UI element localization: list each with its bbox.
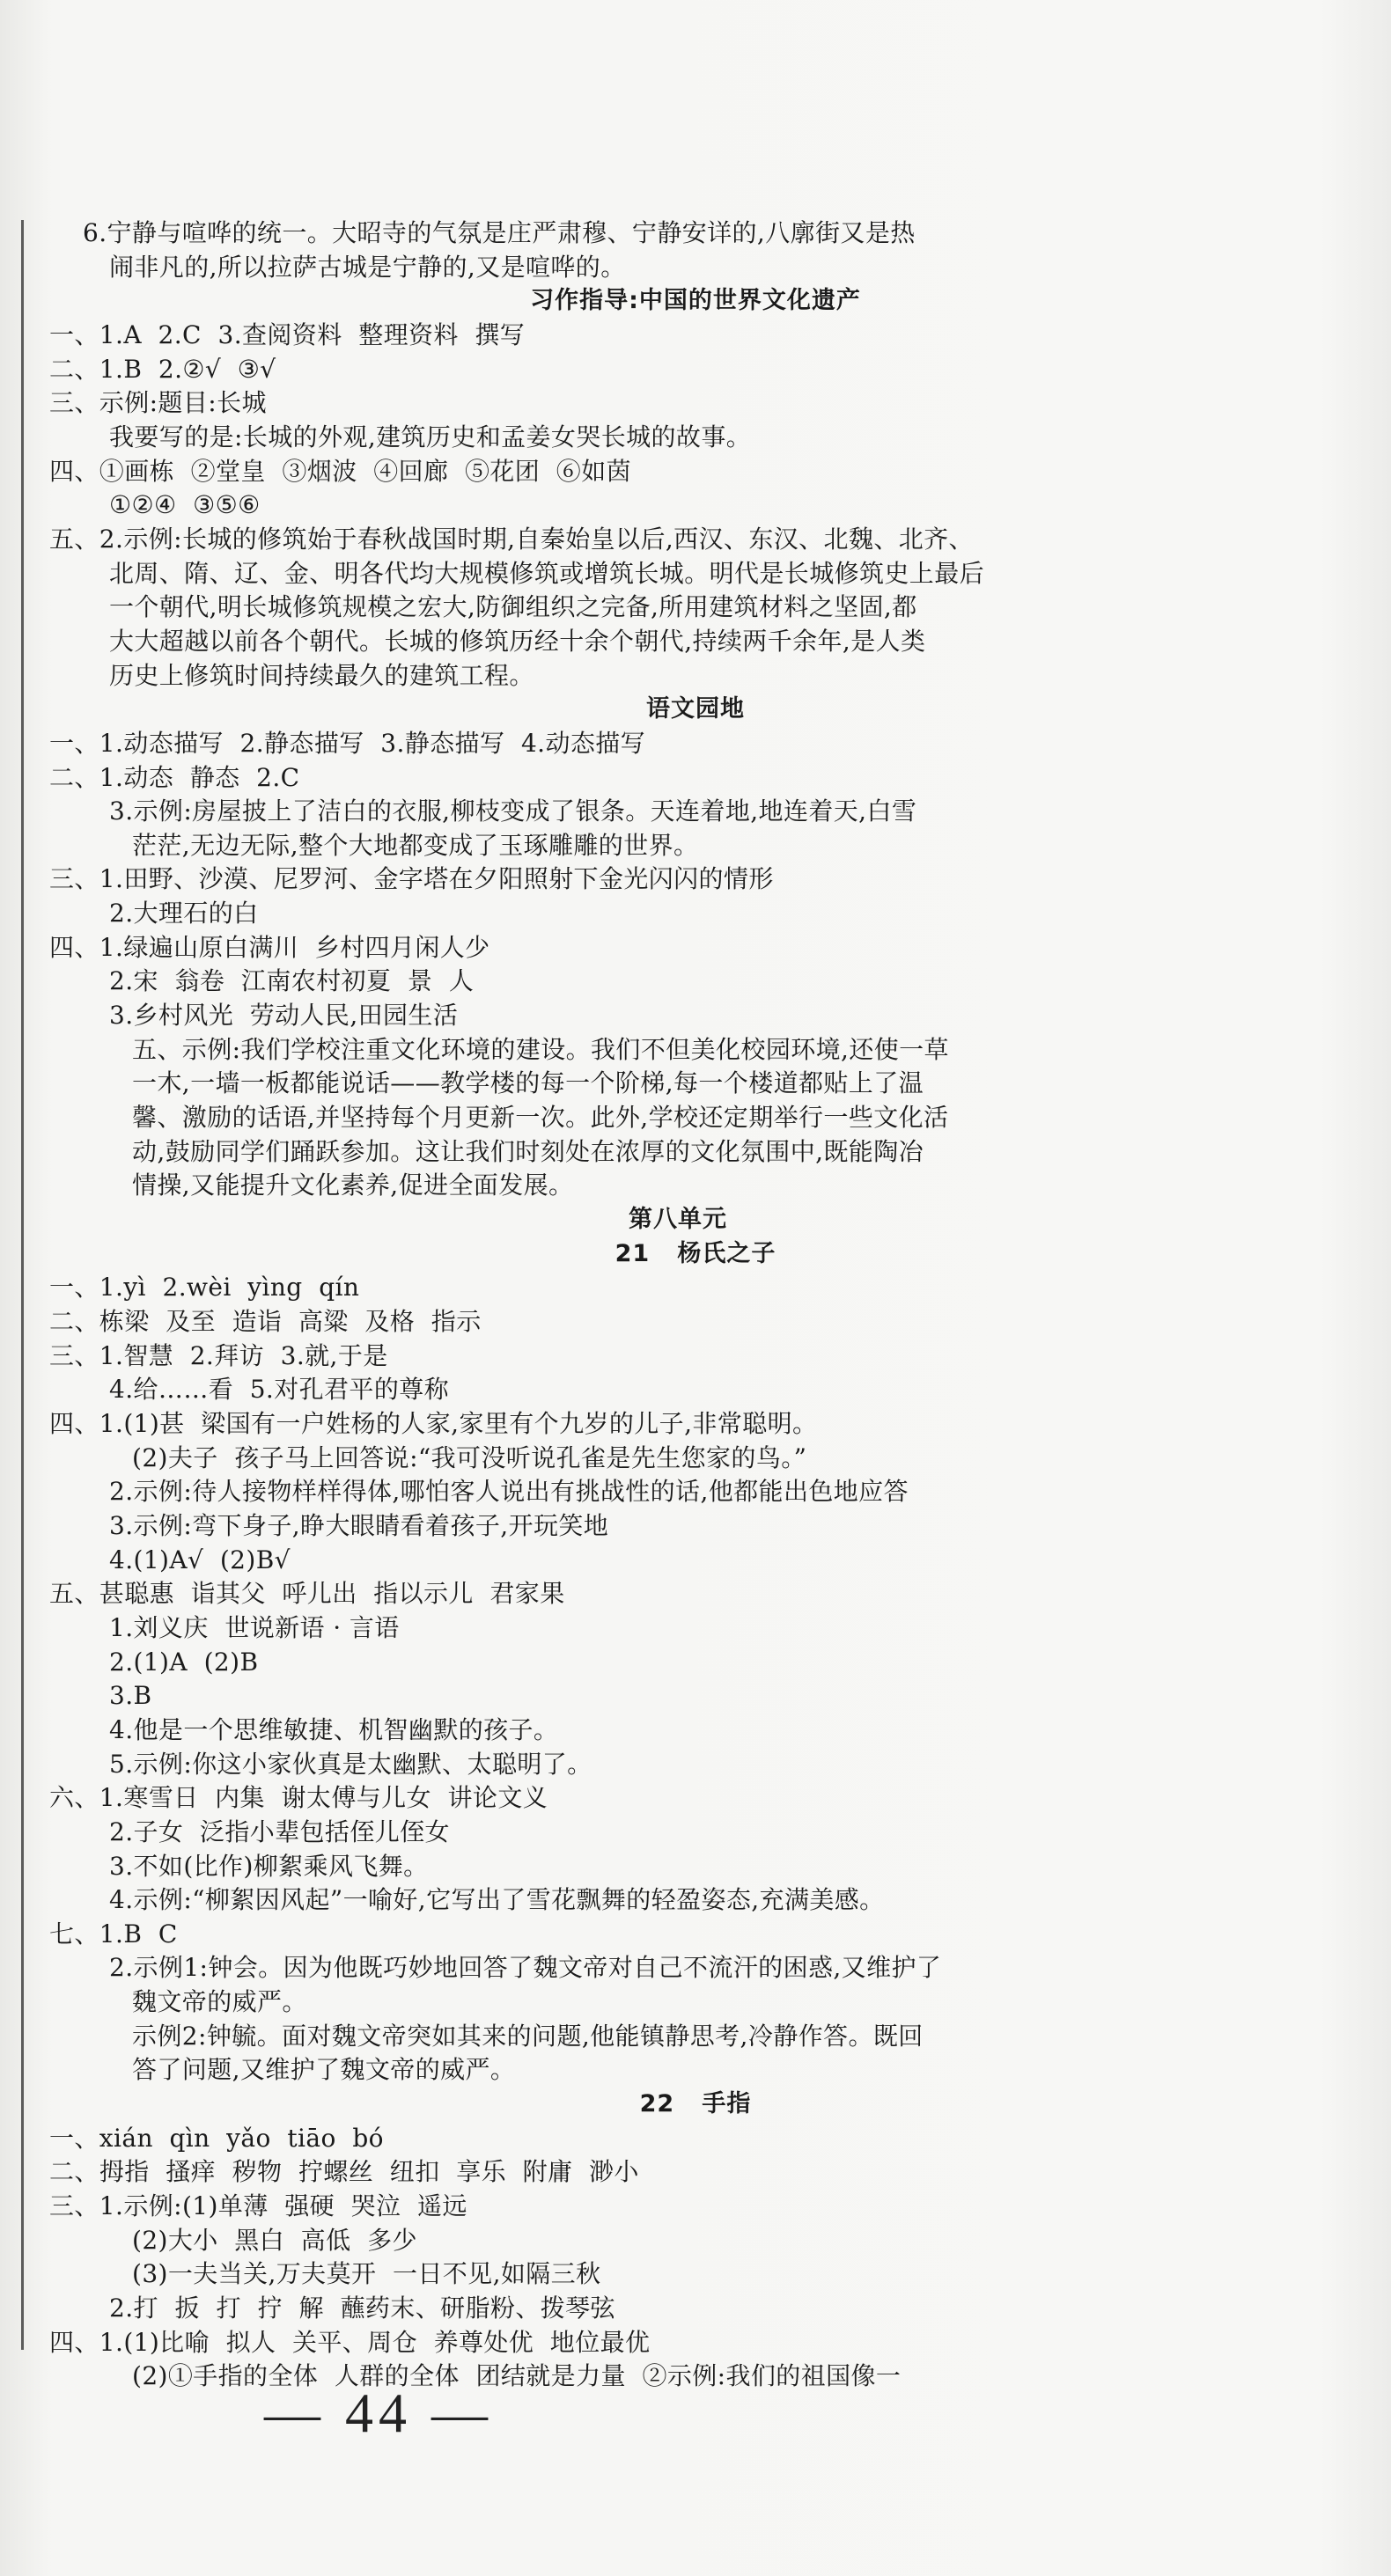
answer-line: 4.给……看 5.对孔君平的尊称 bbox=[109, 1375, 450, 1405]
answer-line: 二、1.动态 静态 2.C bbox=[49, 762, 300, 792]
answer-line: 2.打 扳 打 拧 解 蘸药末、研脂粉、拨琴弦 bbox=[109, 2293, 615, 2323]
answer-line: 六、1.寒雪日 内集 谢太傅与儿女 讲论文义 bbox=[49, 1783, 548, 1813]
answer-line: 4.他是一个思维敏捷、机智幽默的孩子。 bbox=[109, 1714, 559, 1744]
section-heading: 第八单元 bbox=[629, 1206, 727, 1234]
answer-line: 3.不如(比作)柳絮乘风飞舞。 bbox=[109, 1851, 429, 1881]
answer-line: 3.B bbox=[109, 1681, 152, 1711]
answer-line: 三、1.田野、沙漠、尼罗河、金字塔在夕阳照射下金光闪闪的情形 bbox=[49, 864, 774, 894]
answer-line: 历史上修筑时间持续最久的建筑工程。 bbox=[109, 660, 534, 690]
answer-line: 四、1.(1)比喻 拟人 关平、周仓 养尊处优 地位最优 bbox=[49, 2327, 651, 2357]
section-heading: 21 杨氏之子 bbox=[615, 1239, 776, 1267]
answer-line: 答了问题,又维护了魏文帝的威严。 bbox=[132, 2055, 516, 2085]
answer-line: 闹非凡的,所以拉萨古城是宁静的,又是喧哗的。 bbox=[109, 252, 626, 282]
answer-line: 一、1.A 2.C 3.查阅资料 整理资料 撰写 bbox=[49, 319, 526, 349]
answer-line: 3.示例:房屋披上了洁白的衣服,柳枝变成了银条。天连着地,地连着天,白雪 bbox=[109, 796, 917, 826]
answer-line: 三、1.示例:(1)单薄 强硬 哭泣 遥远 bbox=[49, 2191, 467, 2221]
answer-line: 2.大理石的白 bbox=[109, 899, 259, 928]
answer-line: 二、栋梁 及至 造诣 高粱 及格 指示 bbox=[49, 1307, 482, 1336]
answer-line: 一、xián qìn yǎo tiāo bó bbox=[49, 2123, 384, 2153]
answer-line: 茫茫,无边无际,整个大地都变成了玉琢雕雕的世界。 bbox=[132, 830, 699, 860]
answer-line: 一木,一墙一板都能说话——教学楼的每一个阶梯,每一个楼道都贴上了温 bbox=[132, 1068, 924, 1098]
answer-line: 五、2.示例:长城的修筑始于春秋战国时期,自秦始皇以后,西汉、东汉、北魏、北齐、 bbox=[49, 524, 974, 554]
answer-line: 五、甚聪惠 诣其父 呼儿出 指以示儿 君家果 bbox=[49, 1579, 565, 1609]
section-heading: 22 手指 bbox=[639, 2090, 752, 2118]
answer-line: 五、示例:我们学校注重文化环境的建设。我们不但美化校园环境,还使一草 bbox=[132, 1034, 949, 1064]
answer-line: 情操,又能提升文化素养,促进全面发展。 bbox=[132, 1171, 574, 1200]
answer-line: (2)①手指的全体 人群的全体 团结就是力量 ②示例:我们的祖国像一 bbox=[132, 2361, 902, 2391]
answer-line: 4.(1)A√ (2)B√ bbox=[109, 1545, 291, 1574]
answer-line: (2)大小 黑白 高低 多少 bbox=[132, 2225, 417, 2255]
answer-line: 3.乡村风光 劳动人民,田园生活 bbox=[109, 1001, 459, 1031]
answer-line: 动,鼓励同学们踊跃参加。这让我们时刻处在浓厚的文化氛围中,既能陶冶 bbox=[132, 1136, 924, 1166]
answer-line: (3)一夫当关,万夫莫开 一日不见,如隔三秋 bbox=[132, 2259, 601, 2289]
answer-line: 四、1.(1)甚 梁国有一户姓杨的人家,家里有个九岁的儿子,非常聪明。 bbox=[49, 1408, 818, 1438]
answer-line: 三、示例:题目:长城 bbox=[49, 388, 267, 418]
answer-line: 一、1.动态描写 2.静态描写 3.静态描写 4.动态描写 bbox=[49, 728, 646, 758]
answer-line: 我要写的是:长城的外观,建筑历史和孟姜女哭长城的故事。 bbox=[109, 422, 752, 451]
answer-line: 二、1.B 2.②√ ③√ bbox=[49, 354, 276, 384]
answer-line: 七、1.B C bbox=[49, 1919, 178, 1949]
answer-line: 四、1.绿遍山原白满川 乡村四月闲人少 bbox=[49, 932, 490, 962]
answer-line: 5.示例:你这小家伙真是太幽默、太聪明了。 bbox=[109, 1749, 592, 1779]
answer-line: 北周、隋、辽、金、明各代均大规模修筑或增筑长城。明代是长城修筑史上最后 bbox=[109, 558, 985, 588]
page-number: — 44 — bbox=[264, 2382, 493, 2444]
answer-line: 2.示例:待人接物样样得体,哪怕客人说出有挑战性的话,他都能出色地应答 bbox=[109, 1477, 909, 1507]
answer-text-column bbox=[0, 217, 1391, 2394]
answer-line: 2.(1)A (2)B bbox=[109, 1647, 259, 1677]
answer-line: 3.示例:弯下身子,睁大眼睛看着孩子,开玩笑地 bbox=[109, 1510, 609, 1540]
answer-line: 二、拇指 搔痒 秽物 拧螺丝 纽扣 享乐 附庸 渺小 bbox=[49, 2157, 639, 2187]
answer-line: 大大超越以前各个朝代。长城的修筑历经十余个朝代,持续两千余年,是人类 bbox=[109, 626, 926, 656]
answer-line: 2.子女 泛指小辈包括侄儿侄女 bbox=[109, 1816, 450, 1846]
section-heading: 习作指导:中国的世界文化遗产 bbox=[530, 287, 861, 315]
answer-line: 示例2:钟毓。面对魏文帝突如其来的问题,他能镇静思考,冷静作答。既回 bbox=[132, 2021, 924, 2051]
answer-line: (2)夫子 孩子马上回答说:“我可没听说孔雀是先生您家的鸟。” bbox=[132, 1442, 807, 1472]
section-heading: 语文园地 bbox=[646, 695, 745, 723]
answer-line: ①②④ ③⑤⑥ bbox=[109, 490, 261, 520]
answer-line: 魏文帝的威严。 bbox=[132, 1987, 307, 2017]
answer-line: 2.宋 翁卷 江南农村初夏 景 人 bbox=[109, 966, 475, 996]
answer-line: 2.示例1:钟会。因为他既巧妙地回答了魏文帝对自己不流汗的困惑,又维护了 bbox=[109, 1953, 942, 1983]
answer-line: 四、①画栋 ②堂皇 ③烟波 ④回廊 ⑤花团 ⑥如茵 bbox=[49, 456, 632, 486]
answer-line: 一、1.yì 2.wèi yìng qín bbox=[49, 1273, 360, 1303]
answer-line: 三、1.智慧 2.拜访 3.就,于是 bbox=[49, 1340, 388, 1370]
answer-line: 6.宁静与喧哗的统一。大昭寺的气氛是庄严肃穆、宁静安详的,八廓街又是热 bbox=[83, 218, 916, 247]
answer-line: 1.刘义庆 世说新语 · 言语 bbox=[109, 1612, 400, 1642]
answer-line: 一个朝代,明长城修筑规模之宏大,防御组织之完备,所用建筑材料之坚固,都 bbox=[109, 592, 917, 622]
answer-line: 4.示例:“柳絮因风起”一喻好,它写出了雪花飘舞的轻盈姿态,充满美感。 bbox=[109, 1885, 885, 1915]
answer-line: 馨、激励的话语,并坚持每个月更新一次。此外,学校还定期举行一些文化活 bbox=[132, 1103, 949, 1133]
